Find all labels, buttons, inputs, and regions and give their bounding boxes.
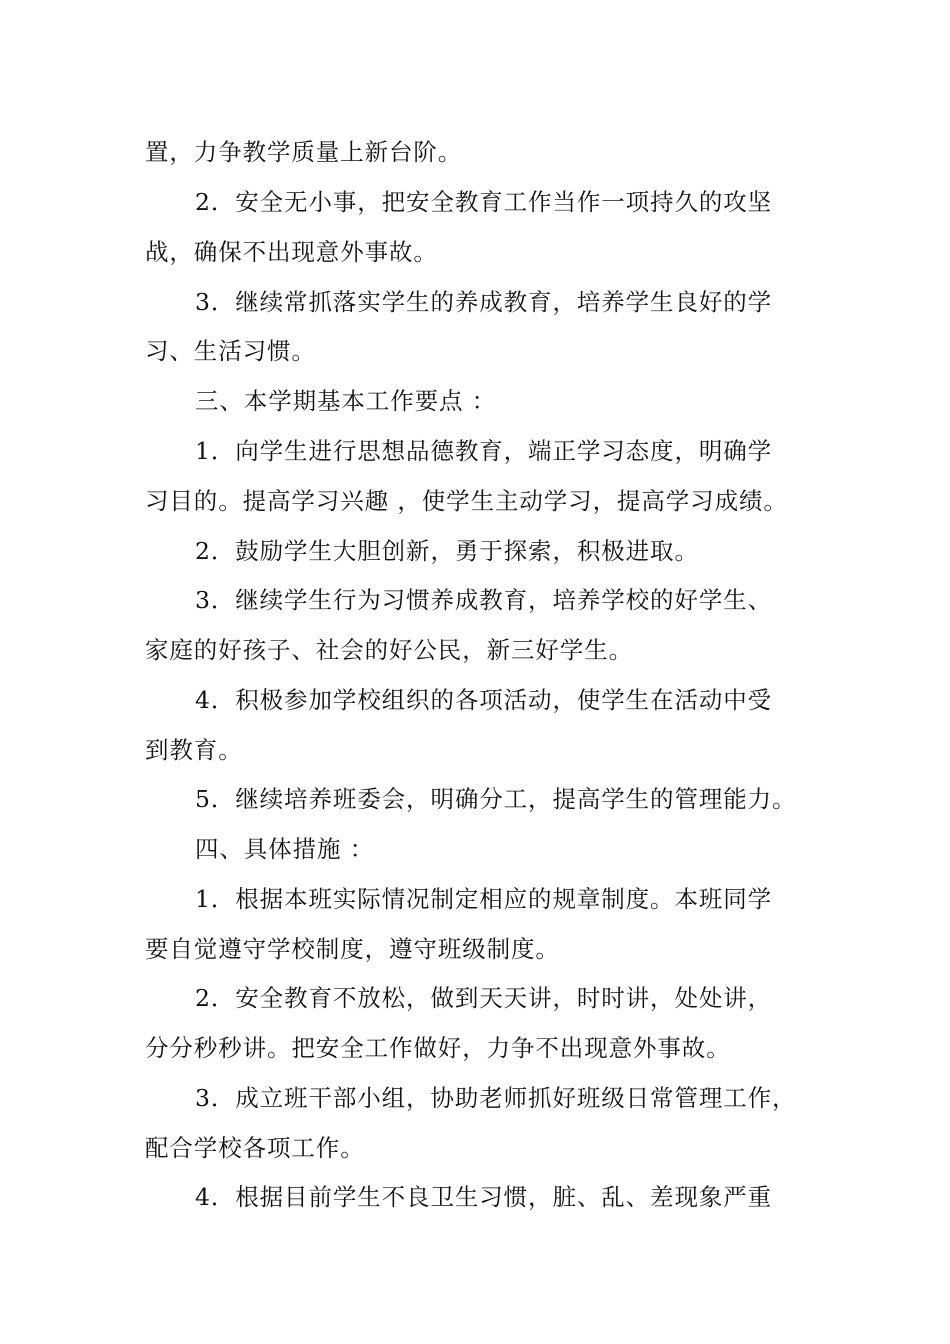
text-line: 配合学校各项工作。: [145, 1134, 365, 1162]
text-line: 到教育。: [145, 736, 243, 764]
text-line: 4．积极参加学校组织的各项活动，使学生在活动中受: [195, 686, 773, 714]
text-line: 要自觉遵守学校制度，遵守班级制度。: [145, 935, 560, 963]
section-heading: 四、具体措施 ：: [195, 835, 375, 863]
text-line: 3．成立班干部小组，协助老师抓好班级日常管理工作，: [195, 1084, 797, 1112]
text-line: 3．继续常抓落实学生的养成教育，培养学生良好的学: [195, 288, 773, 316]
text-line: 习目的。提高学习兴趣 ，使学生主动学习，提高学习成绩。: [145, 487, 788, 515]
text-line: 2．鼓励学生大胆创新，勇于探索，积极进取。: [195, 537, 699, 565]
text-line: 1．向学生进行思想品德教育，端正学习态度，明确学: [195, 437, 773, 465]
text-line: 5．继续培养班委会，明确分工，提高学生的管理能力。: [195, 785, 797, 813]
section-heading: 三、本学期基本工作要点 ：: [195, 387, 497, 415]
text-line: 置，力争教学质量上新台阶。: [145, 138, 463, 166]
text-line: 3．继续学生行为习惯养成教育，培养学校的好学生、: [195, 586, 773, 614]
text-line: 1．根据本班实际情况制定相应的规章制度。本班同学: [195, 885, 773, 913]
text-line: 家庭的好孩子、社会的好公民，新三好学生。: [145, 636, 633, 664]
text-line: 战，确保不出现意外事故。: [145, 238, 438, 266]
text-line: 2．安全教育不放松，做到天天讲，时时讲，处处讲，: [195, 984, 773, 1012]
text-line: 习、生活习惯。: [145, 337, 316, 365]
text-line: 分分秒秒讲。把安全工作做好，力争不出现意外事故。: [145, 1034, 731, 1062]
text-line: 4．根据目前学生不良卫生习惯，脏、乱、差现象严重: [195, 1183, 773, 1211]
text-line: 2．安全无小事，把安全教育工作当作一项持久的攻坚: [195, 188, 773, 216]
